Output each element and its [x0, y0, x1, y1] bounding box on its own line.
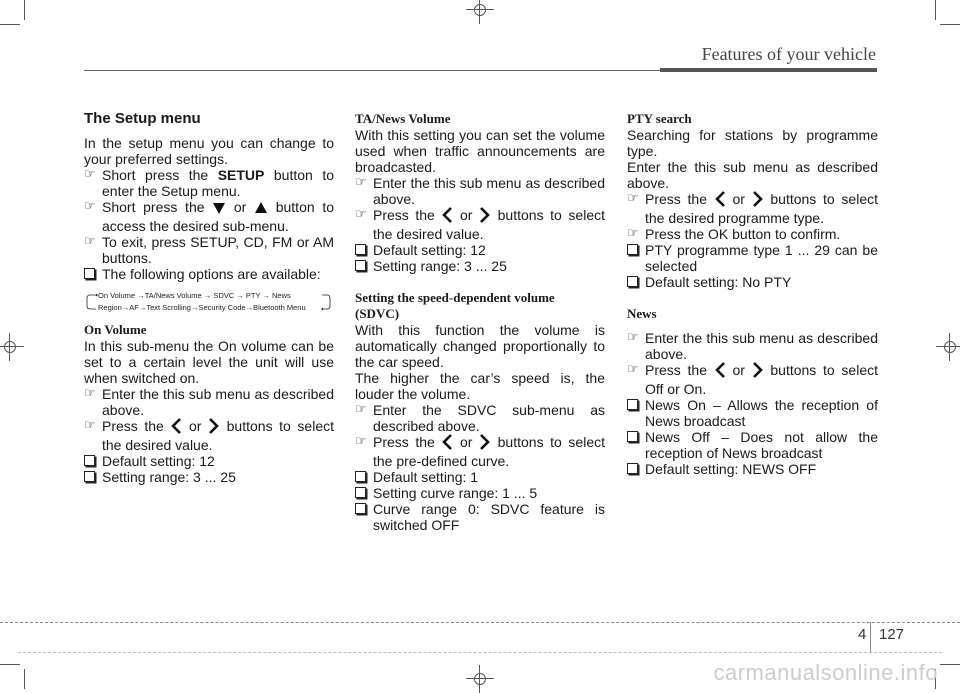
crop-mark: [940, 664, 960, 665]
registration-mark-icon: [940, 337, 960, 357]
footer-rule: [0, 622, 960, 623]
paragraph: Searching for stations by programme type.: [627, 127, 878, 159]
step-item: ☞ Enter the this sub menu as described above.: [355, 175, 605, 207]
pointing-hand-icon: ☞: [627, 362, 639, 377]
chevron-left-icon: [441, 434, 453, 453]
info-item: Default setting: No PTY: [627, 274, 878, 290]
chevron-left-icon: [714, 191, 726, 210]
info-item: Setting range: 3 ... 25: [355, 258, 605, 274]
step-item: ☞ Short press the SETUP button to enter the Setup menu.: [84, 167, 334, 199]
pointing-hand-icon: ☞: [627, 226, 639, 241]
info-item: Setting range: 3 ... 25: [84, 469, 334, 485]
chevron-left-icon: [441, 207, 453, 226]
registration-mark-icon: [470, 669, 490, 689]
diagram-row-2: Region→AF→Text Scrolling→Security Code→Bluetooth Menu: [98, 303, 306, 312]
diagram-row-1: On Volume →TA/News Volume → SDVC → PTY → News: [98, 291, 291, 300]
pointing-hand-icon: ☞: [84, 167, 96, 182]
pointing-hand-icon: ☞: [84, 234, 96, 249]
info-item: Default setting: 12: [84, 453, 334, 469]
info-item: Setting curve range: 1 ... 5: [355, 485, 605, 501]
info-item: PTY programme type 1 ... 29 can be selected: [627, 242, 878, 274]
pointing-hand-icon: ☞: [627, 330, 639, 345]
pointing-hand-icon: ☞: [627, 191, 639, 206]
step-item: ☞ Enter the SDVC sub-menu as described above.: [355, 402, 605, 434]
paragraph: With this setting you can set the volume used when traffic announcements are broadcasted.: [355, 127, 605, 175]
crop-mark: [940, 24, 960, 25]
heading-ta-news-volume: TA/News Volume: [355, 111, 451, 126]
paragraph: In the setup menu you can change to your preferred settings.: [84, 135, 334, 167]
checkbox-bullet-icon: [355, 258, 371, 276]
crop-mark: [935, 0, 936, 20]
down-triangle-icon: [212, 201, 226, 218]
step-item: ☞ Short press the or button to access the desired sub-menu.: [84, 199, 334, 234]
column-2: [355, 111, 605, 533]
info-item: Curve range 0: SDVC feature is switched OFF: [355, 501, 605, 533]
chevron-right-icon: [752, 362, 764, 381]
chevron-left-icon: [714, 362, 726, 381]
paragraph: The higher the car’s speed is, the louder the volume.: [355, 370, 605, 402]
paragraph: In this sub-menu the On volume can be set to a certain level the unit will use when switched on.: [84, 338, 334, 386]
info-item: News Off – Does not allow the reception of News broadcast: [627, 429, 878, 461]
checkbox-bullet-icon: [627, 461, 643, 479]
page-number: 127: [879, 626, 905, 643]
pointing-hand-icon: ☞: [84, 386, 96, 401]
step-item: ☞ Enter the this sub menu as described above.: [84, 386, 334, 418]
setup-key-label: SETUP: [217, 167, 265, 183]
footer-rule-secondary: [18, 652, 942, 653]
page-number-divider: [870, 622, 871, 652]
crop-mark: [24, 669, 25, 689]
heading-news: News: [627, 306, 657, 321]
step-item: ☞ Press the or buttons to select the desired value.: [84, 418, 334, 453]
checkbox-bullet-icon: [355, 501, 371, 519]
pointing-hand-icon: ☞: [355, 402, 367, 417]
chevron-right-icon: [752, 191, 764, 210]
step-item: ☞ Press the or buttons to select the desired value.: [355, 207, 605, 242]
step-item: ☞ Press the or buttons to select the desired programme type.: [627, 191, 879, 226]
header-accent-bar: [660, 68, 877, 72]
step-item: ☞ To exit, press SETUP, CD, FM or AM buttons.: [84, 234, 334, 266]
checkbox-bullet-icon: [627, 429, 643, 447]
checkbox-bullet-icon: [627, 242, 643, 260]
chevron-right-icon: [208, 418, 220, 437]
chevron-left-icon: [170, 418, 182, 437]
pointing-hand-icon: ☞: [355, 175, 367, 190]
up-triangle-icon: [254, 201, 268, 218]
heading-setup-menu: The Setup menu: [84, 110, 201, 127]
step-item: ☞ Enter the this sub menu as described above.: [627, 330, 878, 362]
chevron-right-icon: [479, 434, 491, 453]
step-item: ☞ Press the or buttons to select the pre-defined curve.: [355, 434, 605, 469]
chapter-number: 4: [858, 626, 867, 643]
crop-mark: [24, 0, 25, 20]
info-item: News On – Allows the reception of News broadcast: [627, 397, 878, 429]
crop-mark: [0, 664, 20, 665]
heading-pty-search: PTY search: [627, 111, 692, 126]
crop-mark: [0, 24, 20, 25]
column-1: [84, 111, 334, 485]
heading-on-volume: On Volume: [84, 322, 147, 337]
info-item: Default setting: 1: [355, 469, 605, 485]
chevron-right-icon: [479, 207, 491, 226]
checkbox-bullet-icon: [627, 274, 643, 292]
registration-mark-icon: [0, 337, 20, 357]
step-item: ☞ Press the or buttons to select Off or On.: [627, 362, 879, 397]
info-item: Default setting: 12: [355, 242, 605, 258]
pointing-hand-icon: ☞: [84, 199, 96, 214]
watermark: carmanualsonline.info: [713, 660, 938, 685]
paragraph: With this function the volume is automatically changed proportionally to the car speed.: [355, 322, 605, 370]
registration-mark-icon: [470, 0, 490, 20]
pointing-hand-icon: ☞: [355, 207, 367, 222]
step-item: ☞ Press the OK button to confirm.: [627, 226, 841, 242]
menu-flow-diagram: [84, 290, 334, 316]
heading-sdvc: Setting the speed-dependent volume (SDVC): [355, 290, 555, 321]
info-item: The following options are available:: [84, 266, 334, 282]
checkbox-bullet-icon: [84, 469, 100, 487]
pointing-hand-icon: ☞: [355, 434, 367, 449]
section-title: Features of your vehicle: [701, 44, 876, 64]
info-item: Default setting: NEWS OFF: [627, 461, 878, 477]
checkbox-bullet-icon: [84, 266, 100, 284]
paragraph: Enter the this sub menu as described above.: [627, 159, 878, 191]
checkbox-bullet-icon: [627, 397, 643, 415]
pointing-hand-icon: ☞: [84, 418, 96, 433]
column-3: [627, 111, 878, 477]
